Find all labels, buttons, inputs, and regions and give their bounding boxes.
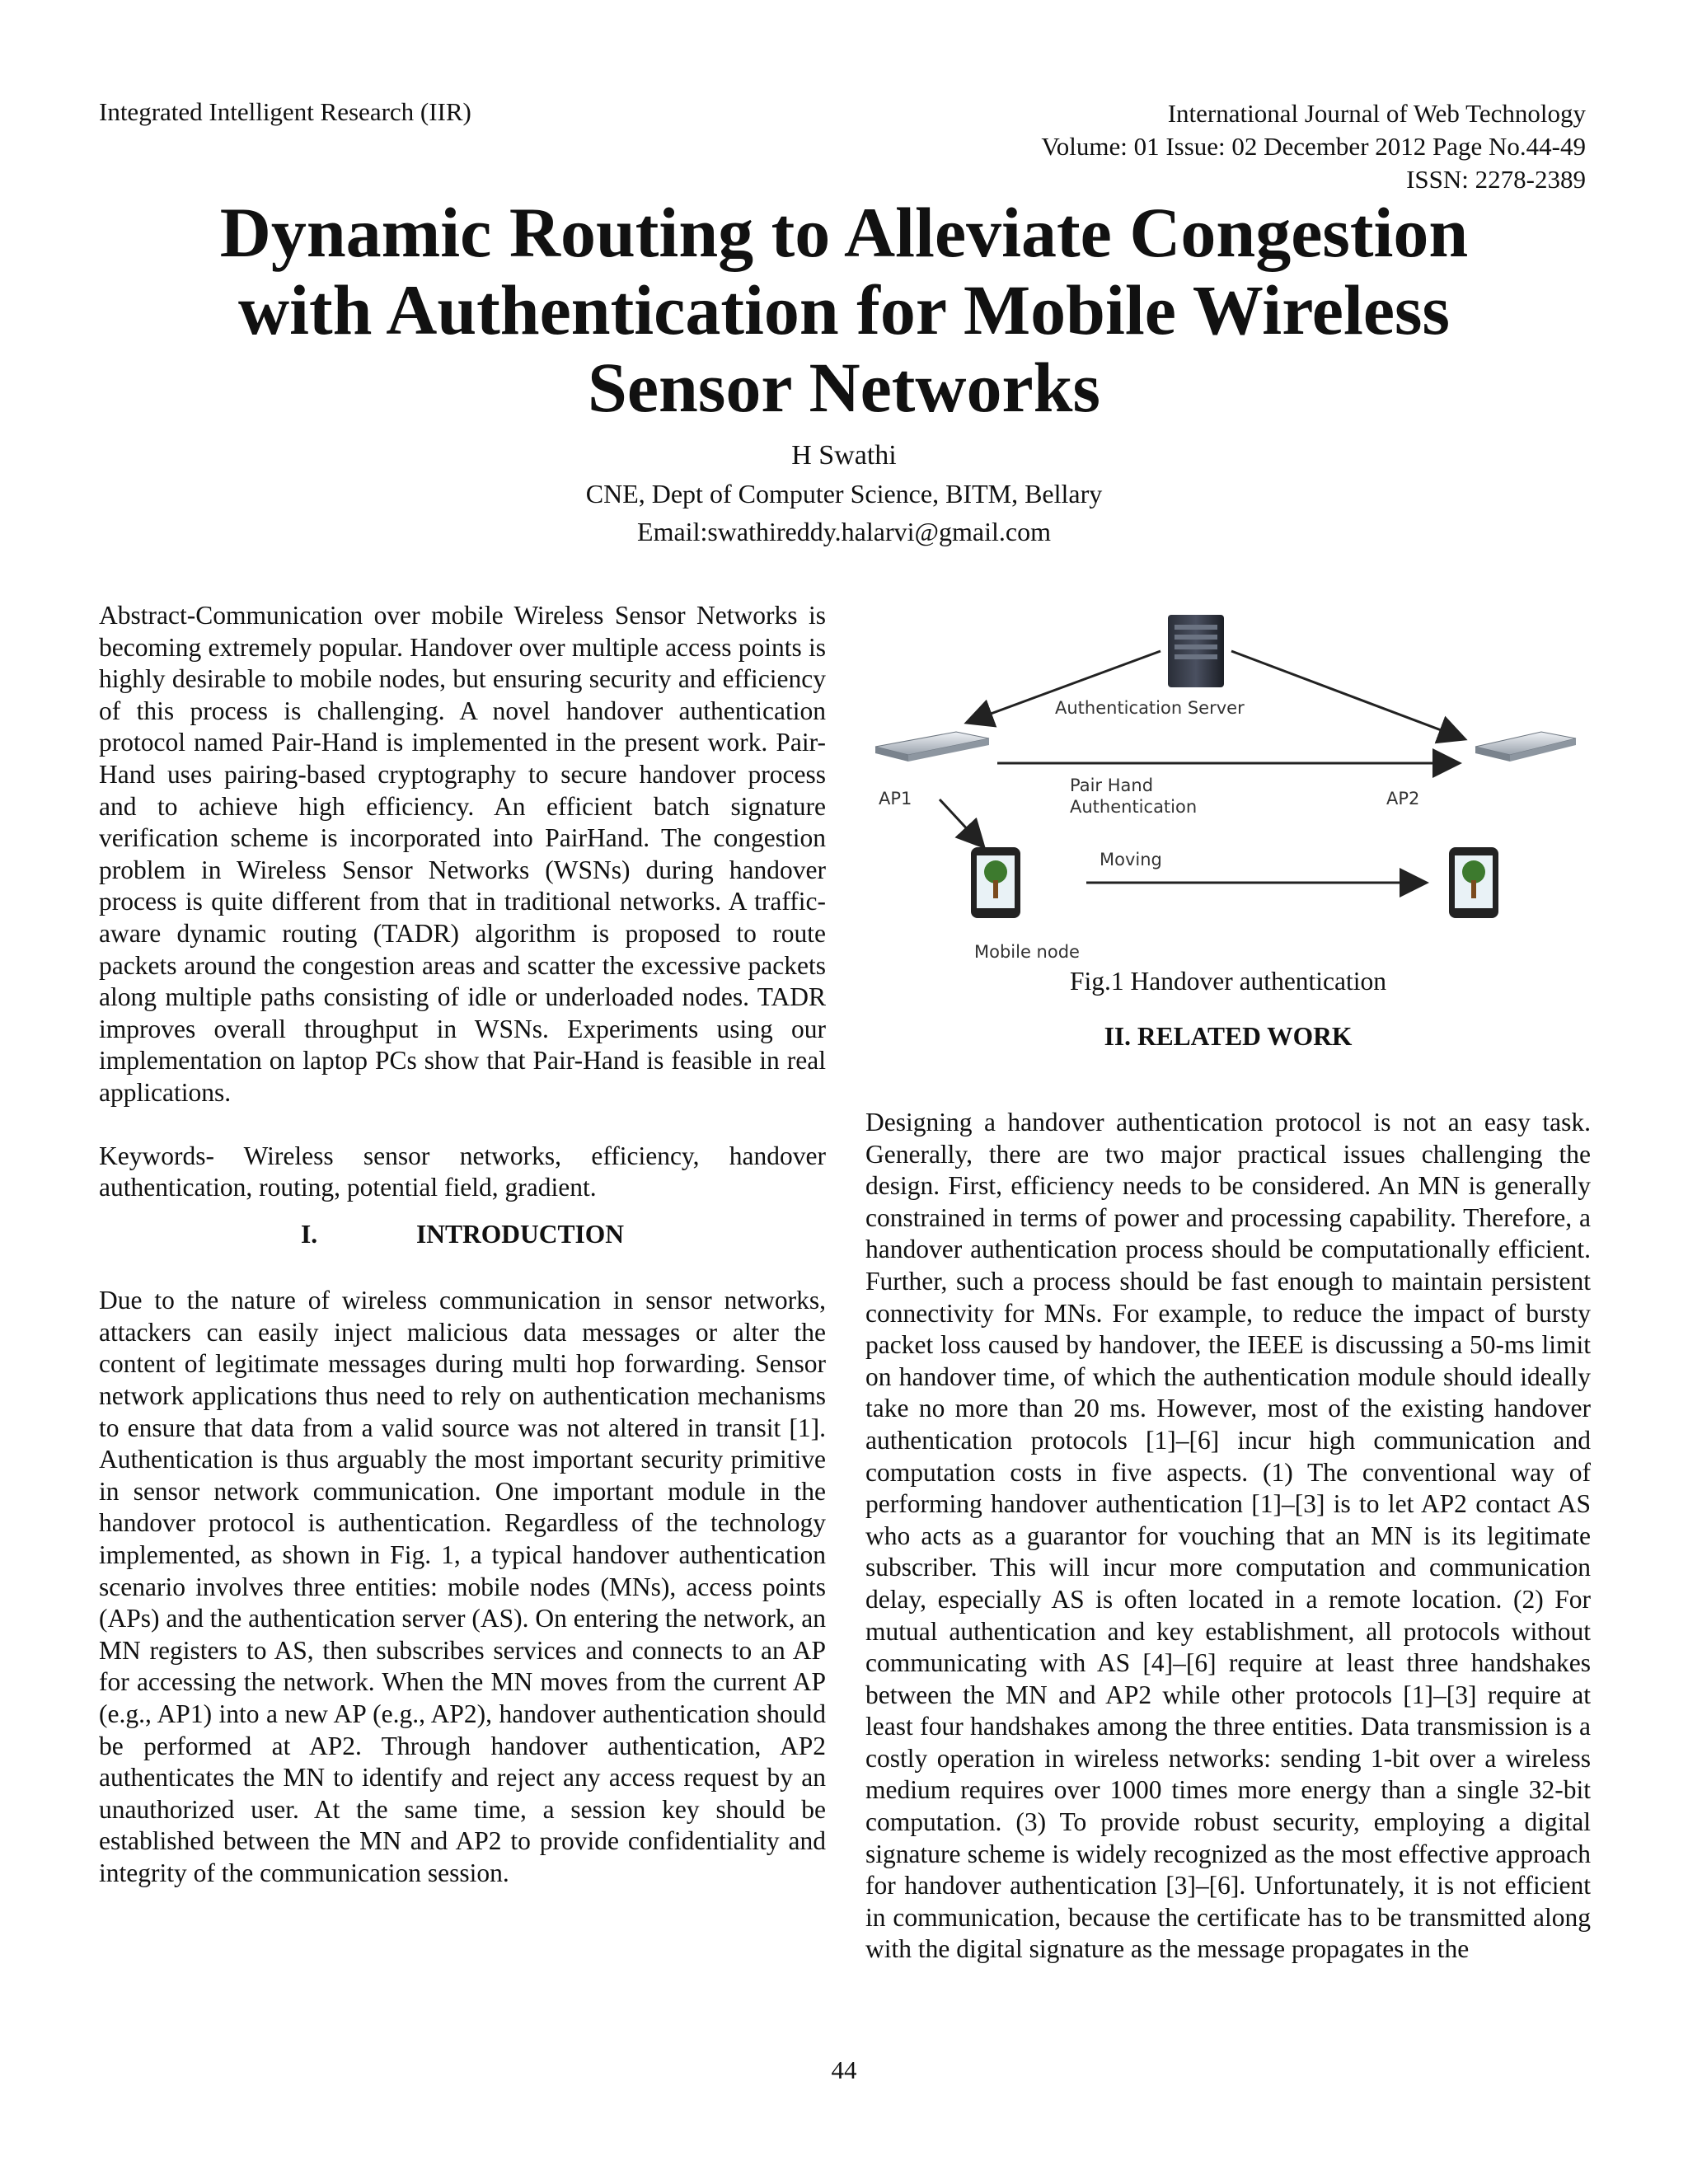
handover-diagram <box>865 608 1591 971</box>
page-number: 44 <box>831 2055 857 2084</box>
author-affiliation: CNE, Dept of Computer Science, BITM, Bellary <box>585 479 1103 509</box>
ap2-icon <box>1475 732 1576 762</box>
journal-issn: ISSN: 2278-2389 <box>1406 165 1586 194</box>
pair-hand-auth-label: Authentication <box>1070 797 1198 817</box>
paper-title: Dynamic Routing to Alleviate Congestion with Authentication for Mobile Wireless Sensor Networks <box>219 193 1469 427</box>
keywords: Keywords- Wireless sensor networks, efficiency, handover authentication, routing, potential field, gradient. <box>99 1141 826 1202</box>
author-email: Email:swathireddy.halarvi@gmail.com <box>637 517 1051 546</box>
intro-title: INTRODUCTION <box>415 1219 625 1249</box>
arrow-server-to-ap2 <box>1231 651 1463 738</box>
related-work-body: Designing a handover authentication protocol is not an easy task. Generally, there are two major practical issues challenging the design. First, efficiency needs to be considered. An MN is generally constrained in terms of power and processing capability. Therefore, a handover authentication process should be computationally efficient. Further, such a process should be fast enough to maintain persistent connectivity for MNs. For example, to reduce the impact of bursty packet loss caused by handover, the IEEE is discussing a 50-ms limit on handover time, of which the authentication module should ideally take no more than 20 ms. However, most of the existing handover authentication protocols [1]–[6] incur high communication and computation costs in five aspects. (1) The conventional way of performing handover authentication [1]–[3] is to let AP2 contact AS who acts as a guarantor for vouching that an MN is its legitimate subscriber. This will incur more computation and communication delay, especially AS is often located in a remote location. (2) For mutual authentication and key establishment, all protocols without communicating with AS [4]–[6] require at least three handshakes between the MN and AP2 while other protocols [1]–[3] require at least four handshakes among the three entities. Data transmission is a costly operation in wireless networks: sending 1-bit over a wireless medium requires over 1000 times more energy than a single 32-bit computation. (3) To provide robust security, employing a digital signature scheme is widely recognized as the most effective approach for handover authentication [3]–[6]. Unfortunately, it is not efficient in communication, because the certificate has to be transmitted along with the digital signature as the message propagates in the <box>865 1108 1591 1964</box>
mobile-node-label: Mobile node <box>974 942 1080 962</box>
authentication-server-label: Authentication Server <box>1055 698 1245 718</box>
intro-heading <box>99 1219 826 1251</box>
intro-body: Due to the nature of wireless communication in sensor networks, attackers can easily inject malicious data messages or alter the content of legitimate messages during multi hop forwarding. Sensor network applications thus need to rely on authentication mechanisms to ensure that data from a valid source was not altered in transit [1]. Authentication is thus arguably the most important security primitive in sensor network communication. One important module in the handover protocol is authentication. Regardless of the technology implemented, as shown in Fig. 1, a typical handover authentication scenario involves three entities: mobile nodes (MNs), access points (APs) and the authentication server (AS). On entering the network, an MN registers to AS, then subscribes services and connects to an AP for accessing the network. When the MN moves from the current AP (e.g., AP1) into a new AP (e.g., AP2), handover authentication should be performed at AP2. Through handover authentication, AP2 authenticates the MN to identify and reject any access request by an unauthorized user. At the same time, a session key should be established between the MN and AP2 to provide confidentiality and integrity of the communication session. <box>99 1286 826 1887</box>
related-work-heading: II. RELATED WORK <box>1104 1022 1353 1051</box>
pair-hand-label: Pair Hand <box>1070 776 1154 795</box>
journal-name: International Journal of Web Technology <box>1167 99 1586 128</box>
abstract: Abstract-Communication over mobile Wireless Sensor Networks is becoming extremely popular. Handover over multiple access points is highly desirable to mobile nodes, but ensuring security and efficiency of this process is challenging. A novel handover authentication protocol named Pair-Hand is implemented in the present work. Pair-Hand uses pairing-based cryptography to secure handover process and to achieve high efficiency. An efficient batch signature verification scheme is incorporated into PairHand. The congestion problem in Wireless Sensor Networks (WSNs) during handover process is quite different from that in traditional networks. A traffic-aware dynamic routing (TADR) algorithm is proposed to route packets around the congestion areas and scatter the excessive packets along multiple paths consisting of idle or underloaded nodes. TADR improves overall throughput in WSNs. Experiments using our implementation on laptop PCs show that Pair-Hand is feasible in real applications. <box>99 601 826 1107</box>
mobile-node-icon <box>971 847 1020 918</box>
authentication-server-icon <box>1168 615 1224 687</box>
journal-volume: Volume: 01 Issue: 02 December 2012 Page No.44-49 <box>1041 132 1586 161</box>
figure-handover-authentication <box>865 608 1591 971</box>
journal-publisher: Integrated Intelligent Research (IIR) <box>99 97 471 126</box>
left-column <box>99 600 826 1890</box>
moving-label: Moving <box>1100 850 1162 869</box>
author-block <box>0 437 1688 551</box>
author-name: H Swathi <box>791 440 897 471</box>
ap2-label: AP2 <box>1386 789 1420 808</box>
journal-info <box>1041 97 1586 196</box>
mobile-node-moved-icon <box>1449 847 1498 918</box>
ap1-label: AP1 <box>879 789 912 808</box>
arrow-ap1-to-node <box>940 799 982 846</box>
ap1-icon <box>875 732 989 762</box>
intro-number: I. <box>300 1219 318 1249</box>
right-column <box>865 1107 1591 1966</box>
figure-caption: Fig.1 Handover authentication <box>1069 967 1387 996</box>
